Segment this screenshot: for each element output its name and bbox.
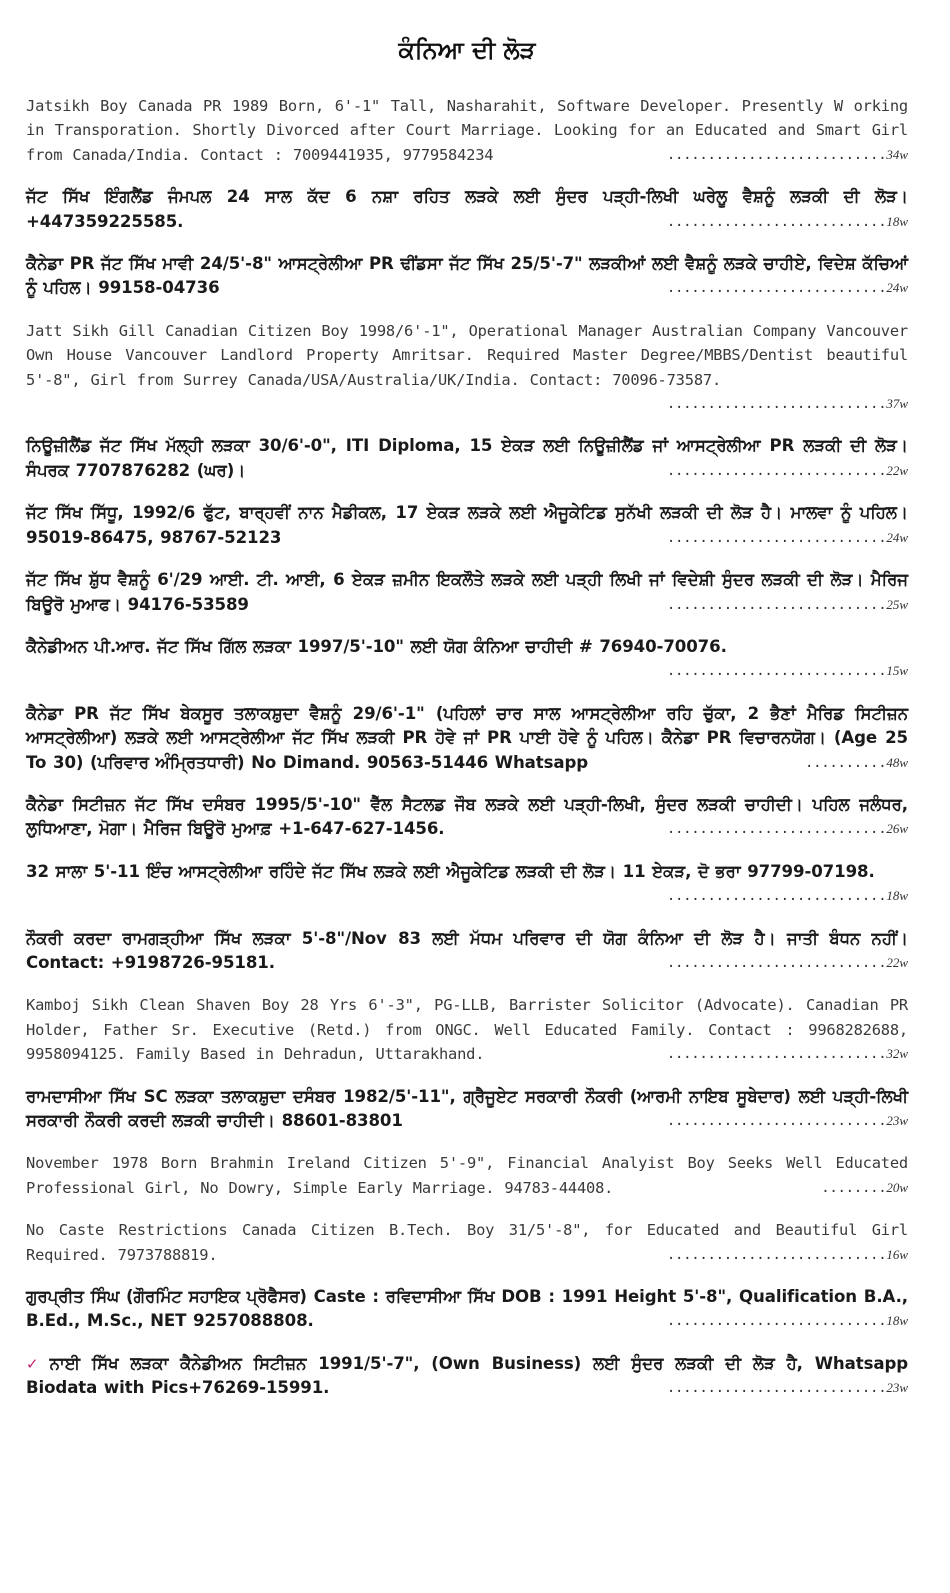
ad-item [26,1218,908,1267]
ad-leader-dots: ........................... [666,1113,887,1129]
ad-text: No Caste Restrictions Canada Citizen B.Tech. Boy 31/5'-8", for Educated and Beautiful Girl Required. 7973788819. [26,1221,908,1264]
ad-code: 25w [886,596,908,612]
ad-text: Jatt Sikh Gill Canadian Citizen Boy 1998/6'-1", Operational Manager Australian Company Vancouver Own House Vancouver Landlord Property Amritsar. Required Master Degree/MBBS/Dentist beautiful 5'-8", Girl from Surrey Canada/USA/Australia/UK/India. Contact: 70096-73587. [26,321,908,389]
ad-text: ਜੱਟ ਸਿੱਖ ਸਿੱਧੂ, 1992/6 ਫੁੱਟ, ਬਾਰ੍ਹਵੀਂ ਨਾਨ ਮੈਡੀਕਲ, 17 ਏਕੜ ਲੜਕੇ ਲਈ ਐਜੂਕੇਟਿਡ ਸੁਨੱਖੀ ਲੜਕੀ ਦੀ ਲੋੜ ਹੈ। ਮਾਲਵਾ ਨੂੰ ਪਹਿਲ। 95019-86475, 98767-52123 [26,503,908,547]
ad-item [26,793,908,842]
ad-code: 15w [886,663,908,679]
ad-leader-dots: ........................... [666,1246,887,1263]
ad-item [26,860,908,909]
ad-reference [667,276,908,300]
ad-text: ਕੈਨੇਡਾ PR ਜੱਟ ਸਿੱਖ ਮਾਵੀ 24/5'-8" ਆਸਟ੍ਰੇਲੀਆ PR ਢੀਂਡਸਾ ਜੱਟ ਸਿੱਖ 25/5'-7" ਲੜਕੀਆਂ ਲਈ ਵੈਸ਼ਨੂੰ ਲੜਕੇ ਚਾਹੀਏ, ਵਿਦੇਸ਼ ਕੱਚਿਆਂ ਨੂੰ ਪਹਿਲ। 99158-04736 [26,254,908,298]
ad-code: 22w [886,462,908,478]
ad-reference [667,659,908,683]
ad-reference [667,1309,908,1333]
ad-leader-dots: ........................... [666,596,887,613]
ad-leader-dots: ........................... [666,954,887,971]
ad-leader-dots: ........ [821,1179,887,1196]
ad-item [26,501,908,550]
ad-item [26,1285,908,1334]
ad-leader-dots: ........................... [666,462,887,479]
ad-text: Jatsikh Boy Canada PR 1989 Born, 6'-1" Tall, Nasharahit, Software Developer. Presently W orking in Transporation. Shortly Divorced after Court Marriage. Looking for an Educated and Smart Girl from Canada/India. Contact : 7009441935, 9779584234 [26,97,908,164]
ad-reference [805,751,908,775]
ad-code: 48w [886,754,908,770]
ad-leader-dots: ........................... [666,1380,887,1397]
ad-leader-dots: ........................... [666,1046,887,1063]
ad-reference [667,951,908,975]
ad-code: 22w [886,954,908,970]
ad-item [26,252,908,301]
ad-text: November 1978 Born Brahmin Ireland Citizen 5'-9", Financial Analyist Boy Seeks Well Educated Professional Girl, No Dowry, Simple Early Marriage. 94783-44408. [26,1154,908,1197]
classifieds-page [26,0,908,1419]
ad-leader-dots: ........................... [666,1313,887,1330]
ad-reference [667,1109,908,1133]
ad-leader-dots: ........................... [666,663,887,680]
page-title: ਕੰਨਿਆ ਦੀ ਲੋੜ [398,36,536,64]
ad-code: 20w [886,1179,908,1195]
ad-item [26,993,908,1066]
ad-leader-dots: ........................... [666,280,887,297]
ad-text: ਰਾਮਦਾਸੀਆ ਸਿੱਖ SC ਲੜਕਾ ਤਲਾਕਸ਼ੁਦਾ ਦਸੰਬਰ 1982/5'-11", ਗ੍ਰੈਜੂਏਟ ਸਰਕਾਰੀ ਨੌਕਰੀ (ਆਰਮੀ ਨਾਇਬ ਸੂਬੇਦਾਰ) ਲਈ ਪੜ੍ਹੀ-ਲਿਖੀ ਸਰਕਾਰੀ ਨੌਕਰੀ ਕਰਦੀ ਲੜਕੀ ਚਾਹੀਦੀ। 88601-83801 [26,1086,908,1130]
check-mark-icon: ✓ [26,1354,44,1373]
ad-leader-dots: ........................... [666,821,887,838]
ad-text: ਕੈਨੇਡਾ PR ਜੱਟ ਸਿੱਖ ਬੇਕਸੂਰ ਤਲਾਕਸ਼ੁਦਾ ਵੈਸ਼ਨੂੰ 29/6'-1" (ਪਹਿਲਾਂ ਚਾਰ ਸਾਲ ਆਸਟ੍ਰੇਲੀਆ ਰਹਿ ਚੁੱਕਾ, 2 ਭੈਣਾਂ ਮੈਰਿਡ ਸਿਟੀਜ਼ਨ ਆਸਟ੍ਰੇਲੀਆ) ਲੜਕੇ ਲਈ ਆਸਟ੍ਰੇਲੀਆ ਜੱਟ ਸਿੱਖ ਲੜਕੀ PR ਹੋਵੇ ਜਾਂ PR ਪਾਈ ਹੋਵੇ ਨੂੰ ਪਹਿਲ। ਕੈਨੇਡਾ PR ਵਿਚਾਰਨਯੋਗ। (Age 25 To 30) (ਪਰਿਵਾਰ ਅੰਮ੍ਰਿਤਧਾਰੀ) No Dimand. 90563-51446 Whatsapp [26,703,908,772]
ad-code: 18w [886,888,908,904]
ad-item [26,1352,908,1401]
ad-reference [667,884,908,908]
ad-item [26,1085,908,1134]
ad-reference [667,143,908,167]
ad-text: ਨੌਕਰੀ ਕਰਦਾ ਰਾਮਗੜ੍ਹੀਆ ਸਿੱਖ ਲੜਕਾ 5'-8"/Nov 83 ਲਈ ਮੱਧਮ ਪਰਿਵਾਰ ਦੀ ਯੋਗ ਕੰਨਿਆ ਦੀ ਲੋੜ ਹੈ। ਜਾਤੀ ਬੰਧਨ ਨਹੀਂ। Contact: +9198726-95181. [26,928,908,972]
ad-text: ਨਾਈ ਸਿੱਖ ਲੜਕਾ ਕੈਨੇਡੀਅਨ ਸਿਟੀਜ਼ਨ 1991/5'-7", (Own Business) ਲਈ ਸੁੰਦਰ ਲੜਕੀ ਦੀ ਲੋੜ ਹੈ, Whatsapp Biodata with Pics+76269-15991. [26,1353,909,1398]
ad-item [26,568,908,617]
ad-reference [667,1042,908,1066]
ad-item [26,702,908,775]
ad-code: 18w [886,1313,908,1329]
ad-item [26,319,908,417]
ad-leader-dots: ........................... [666,888,887,905]
ad-leader-dots: ........................... [666,396,887,413]
ad-reference [821,1176,908,1200]
ad-code: 24w [886,280,908,296]
ad-text: 32 ਸਾਲਾ 5'-11 ਇੰਚ ਆਸਟ੍ਰੇਲੀਆ ਰਹਿੰਦੇ ਜੱਟ ਸਿੱਖ ਲੜਕੇ ਲਈ ਐਜੂਕੇਟਿਡ ਲੜਕੀ ਦੀ ਲੋੜ। 11 ਏਕੜ, ਦੋ ਭਰਾ 97799-07198. [26,861,875,881]
ad-reference [667,817,908,841]
ad-code: 16w [886,1246,908,1262]
ad-item [26,434,908,483]
ads-list [26,94,908,1401]
ad-item [26,635,908,684]
ad-text: Kamboj Sikh Clean Shaven Boy 28 Yrs 6'-3", PG-LLB, Barrister Solicitor (Advocate). Canadian PR Holder, Father Sr. Executive (Retd.) from ONGC. Well Educated Family. Contact : 9968282688, 9958094125. Family Based in Dehradun, Uttarakhand. [26,996,908,1064]
ad-item [26,1151,908,1200]
ad-reference [667,526,908,550]
ad-code: 18w [886,213,908,229]
ad-leader-dots: ........................... [666,146,887,163]
ad-code: 26w [886,821,908,837]
ad-leader-dots: ........................... [666,529,887,546]
ad-reference [667,593,908,617]
ad-code: 23w [886,1380,908,1396]
ad-code: 24w [886,529,908,545]
ad-leader-dots: ........................... [666,213,887,230]
ad-item [26,927,908,976]
ad-item [26,94,908,167]
ad-text: ਜੱਟ ਸਿੱਖ ਇੰਗਲੈਂਡ ਜੰਮਪਲ 24 ਸਾਲ ਕੱਦ 6 ਨਸ਼ਾ ਰਹਿਤ ਲੜਕੇ ਲਈ ਸੁੰਦਰ ਪੜ੍ਹੀ-ਲਿਖੀ ਘਰੇਲੂ ਵੈਸ਼ਨੂੰ ਲੜਕੀ ਦੀ ਲੋੜ। +447359225585. [26,187,908,231]
ad-reference [667,459,908,483]
ad-leader-dots: .......... [805,754,887,771]
ad-text: ਕੈਨੇਡਾ ਸਿਟੀਜ਼ਨ ਜੱਟ ਸਿੱਖ ਦਸੰਬਰ 1995/5'-10" ਵੈੱਲ ਸੈਟਲਡ ਜੌਬ ਲੜਕੇ ਲਈ ਪੜ੍ਹੀ-ਲਿਖੀ, ਸੁੰਦਰ ਲੜਕੀ ਚਾਹੀਦੀ। ਪਹਿਲ ਜਲੰਧਰ, ਲੁਧਿਆਣਾ, ਮੋਗਾ। ਮੈਰਿਜ ਬਿਊਰੋ ਮੁਆਫ਼ +1-647-627-1456. [26,794,908,839]
ad-code: 23w [886,1113,908,1128]
ad-item [26,185,908,234]
ad-text: ਨਿਊਜ਼ੀਲੈਂਡ ਜੱਟ ਸਿੱਖ ਮੱਲ੍ਹੀ ਲੜਕਾ 30/6'-0", ITI Diploma, 15 ਏਕੜ ਲਈ ਨਿਊਜ਼ੀਲੈਂਡ ਜਾਂ ਆਸਟ੍ਰੇਲੀਆ PR ਲੜਕੀ ਦੀ ਲੋੜ। ਸੰਪਰਕ 7707876282 (ਘਰ)। [26,436,908,480]
ad-code: 34w [886,146,908,162]
ad-text: ਗੁਰਪ੍ਰੀਤ ਸਿੰਘ (ਗੌਰਮਿੰਟ ਸਹਾਇਕ ਪ੍ਰੋਫੈਸਰ) Caste : ਰਵਿਦਾਸੀਆ ਸਿੱਖ DOB : 1991 Height 5'-8", Qualification B.A., B.Ed., M.Sc., NET 9257088808. [26,1287,908,1331]
ad-reference [667,392,908,416]
ad-reference [667,1376,908,1400]
ad-reference [667,1243,908,1267]
ad-reference [667,210,908,234]
ad-text: ਜੱਟ ਸਿੱਖ ਸ਼ੁੱਧ ਵੈਸ਼ਨੂੰ 6'/29 ਆਈ. ਟੀ. ਆਈ, 6 ਏਕੜ ਜ਼ਮੀਨ ਇਕਲੌਤੇ ਲੜਕੇ ਲਈ ਪੜ੍ਹੀ ਲਿਖੀ ਜਾਂ ਵਿਦੇਸ਼ੀ ਸੁੰਦਰ ਲੜਕੀ ਦੀ ਲੋੜ। ਮੈਰਿਜ ਬਿਊਰੋ ਮੁਆਫ। 94176-53589 [26,570,908,614]
ad-text: ਕੈਨੇਡੀਅਨ ਪੀ.ਆਰ. ਜੱਟ ਸਿੱਖ ਗਿੱਲ ਲੜਕਾ 1997/5'-10" ਲਈ ਯੋਗ ਕੰਨਿਆ ਚਾਹੀਦੀ # 76940-70076. [26,636,727,656]
ad-code: 37w [886,396,908,412]
ad-code: 32w [886,1046,908,1062]
